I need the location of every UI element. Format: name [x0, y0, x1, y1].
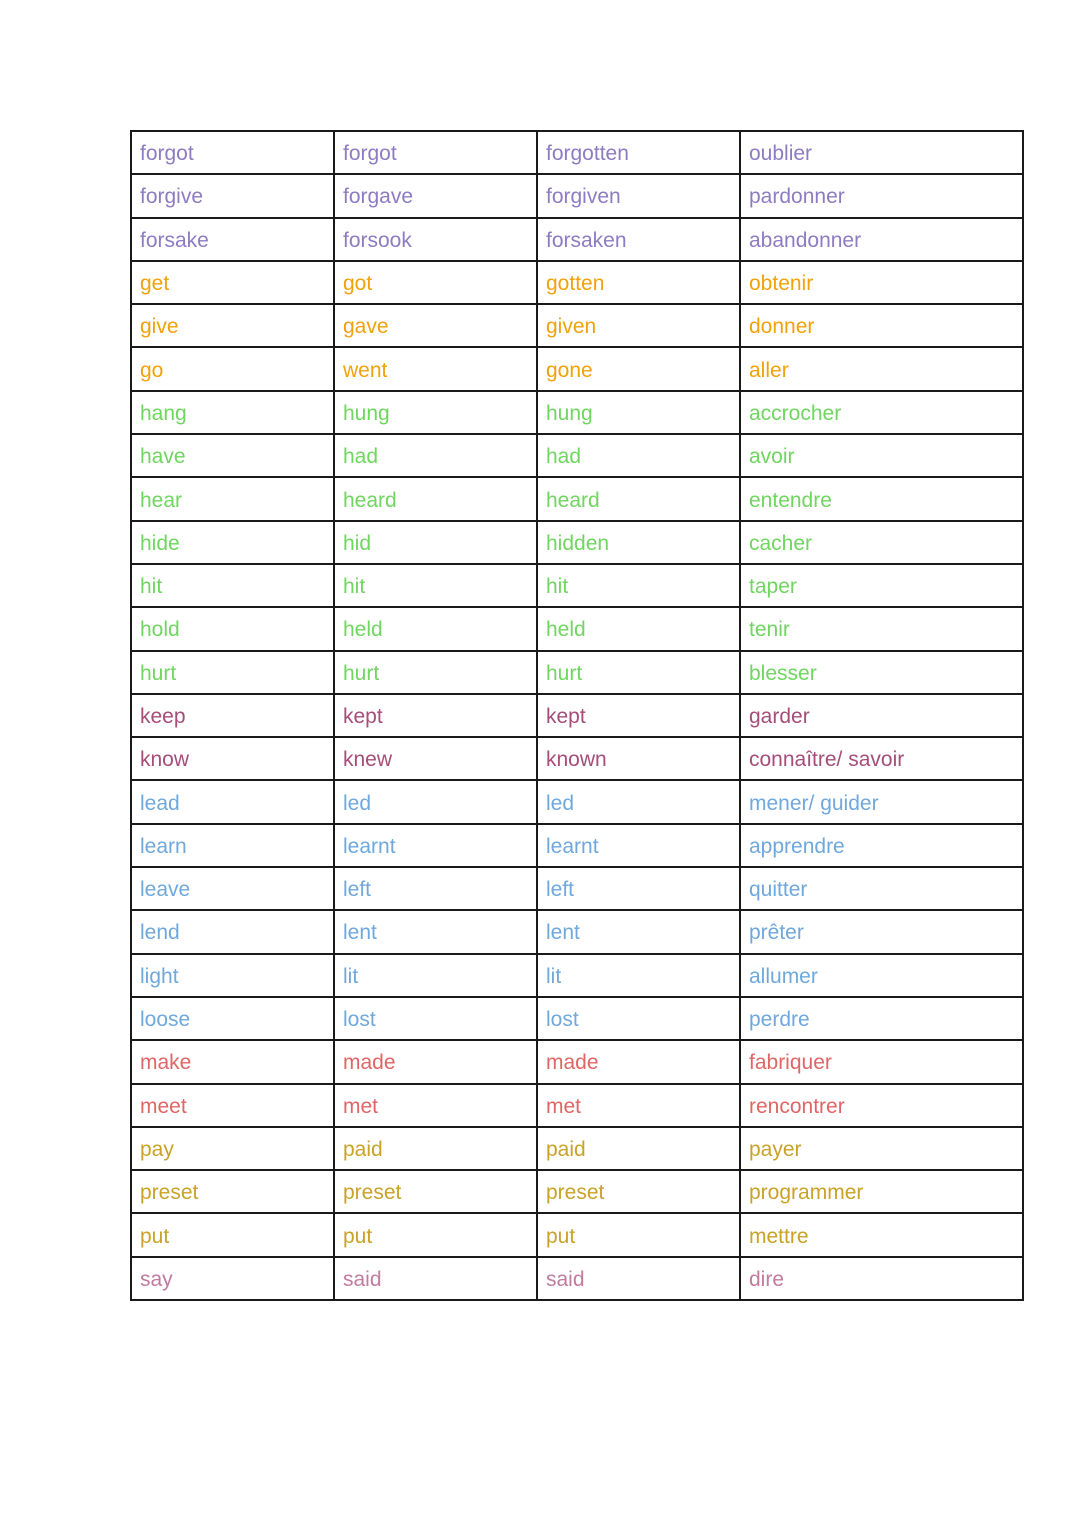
cell-text: forgot — [140, 142, 194, 166]
cell-text: light — [140, 964, 179, 988]
table-row — [131, 304, 1023, 347]
cell-text: preset — [343, 1181, 402, 1205]
cell-text: heard — [546, 488, 600, 512]
verb-table-body — [131, 131, 1023, 1300]
infinitive-cell — [131, 218, 334, 261]
cell-text: met — [343, 1094, 379, 1118]
infinitive-cell — [131, 607, 334, 650]
infinitive-cell — [131, 564, 334, 607]
table-row — [131, 1040, 1023, 1083]
infinitive-cell — [131, 997, 334, 1040]
translation-cell — [740, 954, 1023, 997]
cell-text: forsook — [343, 228, 412, 252]
cell-text: led — [343, 791, 372, 815]
past-simple-cell — [334, 780, 537, 823]
past-participle-cell — [537, 391, 740, 434]
cell-text: held — [546, 618, 586, 642]
infinitive-cell — [131, 780, 334, 823]
cell-text: pay — [140, 1137, 174, 1161]
past-simple-cell — [334, 434, 537, 477]
past-participle-cell — [537, 1040, 740, 1083]
translation-cell — [740, 867, 1023, 910]
past-participle-cell — [537, 564, 740, 607]
cell-text: allumer — [749, 964, 818, 988]
translation-cell — [740, 131, 1023, 174]
cell-text: entendre — [749, 488, 832, 512]
cell-text: left — [546, 878, 575, 902]
cell-text: know — [140, 748, 190, 772]
cell-text: perdre — [749, 1008, 810, 1032]
infinitive-cell — [131, 174, 334, 217]
infinitive-cell — [131, 1084, 334, 1127]
past-participle-cell — [537, 910, 740, 953]
past-participle-cell — [537, 737, 740, 780]
translation-cell — [740, 1257, 1023, 1300]
table-row — [131, 174, 1023, 217]
table-row — [131, 824, 1023, 867]
table-row — [131, 521, 1023, 564]
cell-text: put — [343, 1224, 373, 1248]
cell-text: hit — [140, 575, 163, 599]
table-row — [131, 391, 1023, 434]
cell-text: oublier — [749, 142, 813, 166]
translation-cell — [740, 218, 1023, 261]
table-row — [131, 1170, 1023, 1213]
past-participle-cell — [537, 261, 740, 304]
past-participle-cell — [537, 954, 740, 997]
infinitive-cell — [131, 1170, 334, 1213]
cell-text: apprendre — [749, 834, 845, 858]
cell-text: forgave — [343, 185, 414, 209]
cell-text: lost — [546, 1008, 579, 1032]
infinitive-cell — [131, 737, 334, 780]
table-row — [131, 910, 1023, 953]
infinitive-cell — [131, 477, 334, 520]
cell-text: avoir — [749, 445, 795, 469]
cell-text: lent — [343, 921, 377, 945]
past-simple-cell — [334, 304, 537, 347]
past-simple-cell — [334, 954, 537, 997]
past-simple-cell — [334, 997, 537, 1040]
past-simple-cell — [334, 824, 537, 867]
infinitive-cell — [131, 391, 334, 434]
translation-cell — [740, 477, 1023, 520]
past-simple-cell — [334, 521, 537, 564]
cell-text: lent — [546, 921, 580, 945]
cell-text: hang — [140, 401, 187, 425]
past-participle-cell — [537, 997, 740, 1040]
translation-cell — [740, 391, 1023, 434]
past-participle-cell — [537, 347, 740, 390]
infinitive-cell — [131, 347, 334, 390]
table-row — [131, 1213, 1023, 1256]
cell-text: abandonner — [749, 228, 862, 252]
cell-text: had — [343, 445, 379, 469]
cell-text: put — [140, 1224, 170, 1248]
past-simple-cell — [334, 391, 537, 434]
table-row — [131, 737, 1023, 780]
table-row — [131, 477, 1023, 520]
cell-text: get — [140, 272, 170, 296]
cell-text: learnt — [546, 834, 599, 858]
infinitive-cell — [131, 651, 334, 694]
cell-text: taper — [749, 575, 797, 599]
past-simple-cell — [334, 218, 537, 261]
past-participle-cell — [537, 1257, 740, 1300]
past-simple-cell — [334, 564, 537, 607]
cell-text: hurt — [546, 661, 583, 685]
translation-cell — [740, 651, 1023, 694]
cell-text: said — [546, 1267, 585, 1291]
cell-text: forgive — [140, 185, 204, 209]
cell-text: lit — [546, 964, 562, 988]
past-participle-cell — [537, 131, 740, 174]
table-row — [131, 954, 1023, 997]
infinitive-cell — [131, 910, 334, 953]
past-participle-cell — [537, 780, 740, 823]
cell-text: put — [546, 1224, 576, 1248]
past-participle-cell — [537, 218, 740, 261]
table-row — [131, 434, 1023, 477]
table-row — [131, 218, 1023, 261]
infinitive-cell — [131, 1040, 334, 1083]
cell-text: made — [343, 1051, 396, 1075]
past-participle-cell — [537, 1084, 740, 1127]
infinitive-cell — [131, 1257, 334, 1300]
infinitive-cell — [131, 304, 334, 347]
table-row — [131, 1257, 1023, 1300]
cell-text: tenir — [749, 618, 790, 642]
infinitive-cell — [131, 867, 334, 910]
infinitive-cell — [131, 434, 334, 477]
past-simple-cell — [334, 174, 537, 217]
table-row — [131, 867, 1023, 910]
cell-text: forsaken — [546, 228, 627, 252]
cell-text: said — [343, 1267, 382, 1291]
cell-text: pardonner — [749, 185, 845, 209]
cell-text: led — [546, 791, 575, 815]
cell-text: payer — [749, 1137, 802, 1161]
past-simple-cell — [334, 867, 537, 910]
past-participle-cell — [537, 607, 740, 650]
cell-text: hold — [140, 618, 180, 642]
past-simple-cell — [334, 1213, 537, 1256]
cell-text: forsake — [140, 228, 209, 252]
table-row — [131, 1084, 1023, 1127]
cell-text: accrocher — [749, 401, 842, 425]
cell-text: given — [546, 315, 597, 339]
infinitive-cell — [131, 954, 334, 997]
cell-text: learn — [140, 834, 187, 858]
table-row — [131, 347, 1023, 390]
cell-text: got — [343, 272, 373, 296]
infinitive-cell — [131, 131, 334, 174]
infinitive-cell — [131, 824, 334, 867]
past-participle-cell — [537, 521, 740, 564]
cell-text: known — [546, 748, 607, 772]
past-simple-cell — [334, 1257, 537, 1300]
cell-text: hurt — [343, 661, 380, 685]
cell-text: made — [546, 1051, 599, 1075]
cell-text: hurt — [140, 661, 177, 685]
cell-text: programmer — [749, 1181, 864, 1205]
past-participle-cell — [537, 477, 740, 520]
past-participle-cell — [537, 1170, 740, 1213]
past-participle-cell — [537, 1127, 740, 1170]
cell-text: keep — [140, 705, 186, 728]
past-participle-cell — [537, 1213, 740, 1256]
table-row — [131, 564, 1023, 607]
table-row — [131, 607, 1023, 650]
translation-cell — [740, 174, 1023, 217]
translation-cell — [740, 261, 1023, 304]
cell-text: hit — [546, 575, 569, 599]
table-row — [131, 780, 1023, 823]
past-participle-cell — [537, 304, 740, 347]
translation-cell — [740, 824, 1023, 867]
translation-cell — [740, 564, 1023, 607]
cell-text: went — [343, 358, 388, 382]
cell-text: meet — [140, 1094, 187, 1118]
cell-text: hung — [343, 401, 390, 425]
cell-text: mener/ guider — [749, 791, 879, 815]
table-row — [131, 261, 1023, 304]
cell-text: hit — [343, 575, 366, 599]
past-simple-cell — [334, 910, 537, 953]
past-participle-cell — [537, 867, 740, 910]
past-simple-cell — [334, 651, 537, 694]
cell-text: gotten — [546, 272, 605, 296]
cell-text: say — [140, 1267, 173, 1291]
translation-cell — [740, 737, 1023, 780]
table-row — [131, 131, 1023, 174]
cell-text: aller — [749, 358, 789, 382]
cell-text: rencontrer — [749, 1094, 845, 1118]
translation-cell — [740, 780, 1023, 823]
cell-text: held — [343, 618, 383, 642]
translation-cell — [740, 997, 1023, 1040]
cell-text: give — [140, 315, 179, 339]
cell-text: dire — [749, 1267, 785, 1291]
cell-text: lend — [140, 921, 180, 945]
cell-text: forgotten — [546, 142, 629, 166]
past-simple-cell — [334, 131, 537, 174]
cell-text: heard — [343, 488, 397, 512]
cell-text: prêter — [749, 921, 804, 945]
infinitive-cell — [131, 1213, 334, 1256]
infinitive-cell — [131, 521, 334, 564]
translation-cell — [740, 304, 1023, 347]
translation-cell — [740, 910, 1023, 953]
cell-text: left — [343, 878, 372, 902]
cell-text: cacher — [749, 531, 813, 555]
cell-text: learnt — [343, 834, 396, 858]
translation-cell — [740, 521, 1023, 564]
cell-text: have — [140, 445, 186, 469]
irregular-verbs-table — [130, 130, 1024, 1301]
translation-cell — [740, 1040, 1023, 1083]
infinitive-cell — [131, 694, 334, 737]
cell-text: gone — [546, 358, 593, 382]
cell-text: forgot — [343, 142, 397, 166]
past-simple-cell — [334, 1170, 537, 1213]
translation-cell — [740, 434, 1023, 477]
past-participle-cell — [537, 174, 740, 217]
past-simple-cell — [334, 261, 537, 304]
past-participle-cell — [537, 824, 740, 867]
cell-text: donner — [749, 315, 815, 339]
table-row — [131, 651, 1023, 694]
past-simple-cell — [334, 607, 537, 650]
cell-text: kept — [546, 705, 586, 728]
translation-cell — [740, 1084, 1023, 1127]
past-simple-cell — [334, 737, 537, 780]
past-simple-cell — [334, 1127, 537, 1170]
table-row — [131, 997, 1023, 1040]
cell-text: paid — [546, 1137, 586, 1161]
cell-text: met — [546, 1094, 582, 1118]
cell-text: gave — [343, 315, 389, 339]
translation-cell — [740, 1213, 1023, 1256]
translation-cell — [740, 347, 1023, 390]
cell-text: knew — [343, 748, 393, 772]
cell-text: fabriquer — [749, 1051, 832, 1075]
cell-text: preset — [546, 1181, 605, 1205]
translation-cell — [740, 694, 1023, 737]
cell-text: had — [546, 445, 582, 469]
past-participle-cell — [537, 694, 740, 737]
cell-text: forgiven — [546, 185, 621, 209]
infinitive-cell — [131, 1127, 334, 1170]
cell-text: leave — [140, 878, 191, 902]
cell-text: connaître/ savoir — [749, 748, 905, 772]
cell-text: hidden — [546, 531, 610, 555]
table-row — [131, 694, 1023, 737]
table-row — [131, 1127, 1023, 1170]
translation-cell — [740, 1170, 1023, 1213]
cell-text: go — [140, 358, 164, 382]
cell-text: paid — [343, 1137, 383, 1161]
cell-text: mettre — [749, 1224, 809, 1248]
cell-text: hide — [140, 531, 180, 555]
cell-text: obtenir — [749, 272, 814, 296]
past-simple-cell — [334, 1040, 537, 1083]
cell-text: kept — [343, 705, 383, 728]
past-simple-cell — [334, 1084, 537, 1127]
cell-text: make — [140, 1051, 192, 1075]
cell-text: hear — [140, 488, 183, 512]
cell-text: quitter — [749, 878, 808, 902]
translation-cell — [740, 607, 1023, 650]
cell-text: hung — [546, 401, 593, 425]
cell-text: loose — [140, 1008, 191, 1032]
cell-text: preset — [140, 1181, 199, 1205]
cell-text: hid — [343, 531, 372, 555]
cell-text: blesser — [749, 661, 817, 685]
cell-text: lost — [343, 1008, 376, 1032]
infinitive-cell — [131, 261, 334, 304]
past-simple-cell — [334, 477, 537, 520]
cell-text: lead — [140, 791, 180, 815]
past-simple-cell — [334, 347, 537, 390]
cell-text: garder — [749, 705, 810, 728]
cell-text: lit — [343, 964, 359, 988]
past-participle-cell — [537, 651, 740, 694]
past-participle-cell — [537, 434, 740, 477]
past-simple-cell — [334, 694, 537, 737]
translation-cell — [740, 1127, 1023, 1170]
